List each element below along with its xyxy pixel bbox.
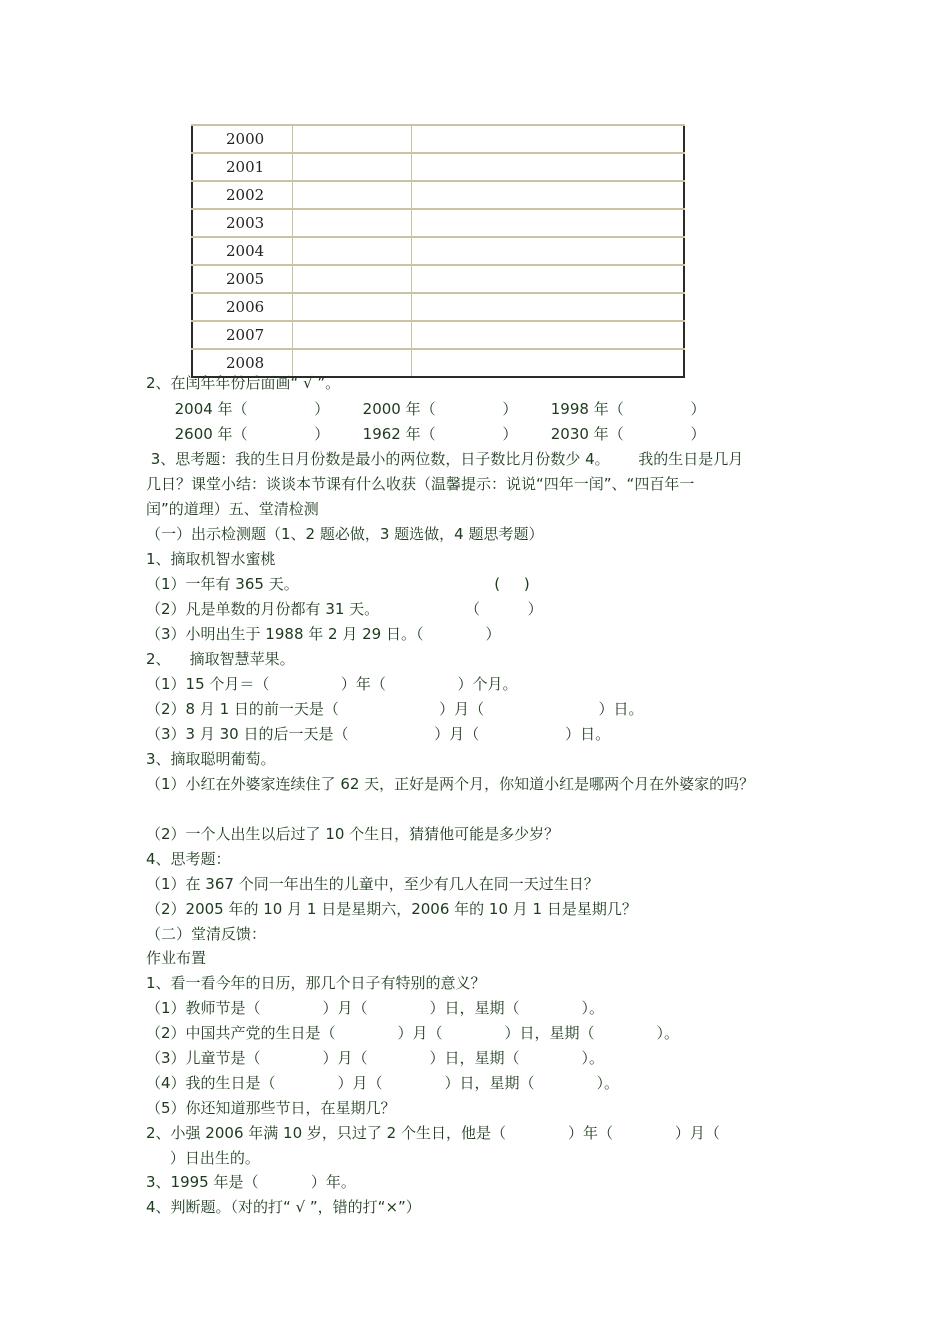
blank-cell[interactable] — [292, 153, 411, 181]
blank-cell[interactable] — [292, 237, 411, 265]
line-32: 4、判断题。（对的打“ √ ”，错的打“×”） — [146, 1198, 421, 1216]
blank-cell[interactable] — [411, 153, 684, 181]
line-21: （二）堂清反馈： — [146, 925, 267, 943]
year-row — [192, 181, 684, 209]
blank-cell[interactable] — [411, 265, 684, 293]
line-9: （2）凡是单数的月份都有 31 天。 （ ） — [146, 600, 543, 618]
line-30: ）日出生的。 — [146, 1149, 260, 1167]
line-13: （2）8 月 1 日的前一天是（ ）月（ ）日。 — [146, 700, 644, 718]
line-15: 3、摘取聪明葡萄。 — [146, 750, 276, 768]
line-14: （3）3 月 30 日的后一天是（ ）月（ ）日。 — [146, 725, 611, 743]
line-31: 3、1995 年是（ ）年。 — [146, 1173, 356, 1191]
year-cell: 2004 — [192, 237, 292, 265]
year-row — [192, 265, 684, 293]
line-2: 2600 年（ ） 1962 年（ ） 2030 年（ ） — [146, 425, 706, 443]
year-row — [192, 153, 684, 181]
line-8: （1）一年有 365 天。 ( ) — [146, 575, 530, 593]
blank-cell[interactable] — [292, 125, 411, 153]
leap-year-table — [191, 124, 685, 378]
year-cell: 2007 — [192, 321, 292, 349]
line-23: 1、看一看今年的日历，那几个日子有特别的意义？ — [146, 974, 486, 992]
line-20: （2）2005 年的 10 月 1 日是星期六，2006 年的 10 月 1 日是星期几？ — [146, 900, 637, 918]
line-28: （5）你还知道那些节日，在星期几？ — [146, 1099, 396, 1117]
blank-cell[interactable] — [292, 181, 411, 209]
line-3: 3、思考题：我的生日月份数是最小的两位数，日子数比月份数少 4。 我的生日是几月 — [146, 450, 744, 468]
blank-cell[interactable] — [292, 209, 411, 237]
line-16: （1）小红在外婆家连续住了 62 天，正好是两个月，你知道小红是哪两个月在外婆家的吗？ — [146, 775, 755, 793]
line-25: （2）中国共产党的生日是（ ）月（ ）日，星期（ ）。 — [146, 1024, 680, 1042]
blank-cell[interactable] — [411, 321, 684, 349]
line-17: （2）一个人出生以后过了 10 个生日，猜猜他可能是多少岁？ — [146, 825, 560, 843]
year-cell: 2001 — [192, 153, 292, 181]
line-5: 闰”的道理）五、堂清检测 — [146, 500, 319, 518]
blank-cell[interactable] — [411, 181, 684, 209]
line-10: （3）小明出生于 1988 年 2 月 29 日。（ ） — [146, 625, 501, 643]
line-6: （一）出示检测题（1、2 题必做，3 题选做，4 题思考题） — [146, 525, 544, 543]
line-19: （1）在 367 个同一年出生的儿童中，至少有几人在同一天过生日？ — [146, 875, 599, 893]
blank-cell[interactable] — [292, 321, 411, 349]
year-row — [192, 293, 684, 321]
year-cell: 2008 — [192, 349, 292, 377]
line-1: 2004 年（ ） 2000 年（ ） 1998 年（ ） — [146, 400, 706, 418]
year-row — [192, 209, 684, 237]
blank-cell[interactable] — [411, 293, 684, 321]
year-cell: 2005 — [192, 265, 292, 293]
year-cell: 2000 — [192, 125, 292, 153]
blank-cell[interactable] — [411, 349, 684, 377]
year-row — [192, 125, 684, 153]
blank-cell[interactable] — [292, 265, 411, 293]
line-12: （1）15 个月＝（ ）年（ ）个月。 — [146, 675, 518, 693]
line-4: 几日？课堂小结：谈谈本节课有什么收获（温馨提示：说说“四年一闰”、“四百年一 — [146, 475, 695, 493]
line-0: 2、在闰年年份后面画“ √ ”。 — [146, 374, 341, 392]
year-row — [192, 321, 684, 349]
year-cell: 2006 — [192, 293, 292, 321]
line-26: （3）儿童节是（ ）月（ ）日，星期（ ）。 — [146, 1049, 604, 1067]
blank-cell[interactable] — [411, 237, 684, 265]
blank-cell[interactable] — [292, 293, 411, 321]
line-11: 2、 摘取智慧苹果。 — [146, 650, 295, 668]
blank-cell[interactable] — [411, 125, 684, 153]
year-row — [192, 237, 684, 265]
line-18: 4、思考题： — [146, 850, 231, 868]
line-27: （4）我的生日是（ ）月（ ）日，星期（ ）。 — [146, 1074, 620, 1092]
year-cell: 2002 — [192, 181, 292, 209]
year-cell: 2003 — [192, 209, 292, 237]
line-24: （1）教师节是（ ）月（ ）日，星期（ ）。 — [146, 999, 604, 1017]
line-22: 作业布置 — [146, 949, 207, 967]
line-7: 1、摘取机智水蜜桃 — [146, 550, 276, 568]
line-29: 2、小强 2006 年满 10 岁，只过了 2 个生日，他是（ ）年（ ）月（ — [146, 1124, 720, 1142]
blank-cell[interactable] — [411, 209, 684, 237]
